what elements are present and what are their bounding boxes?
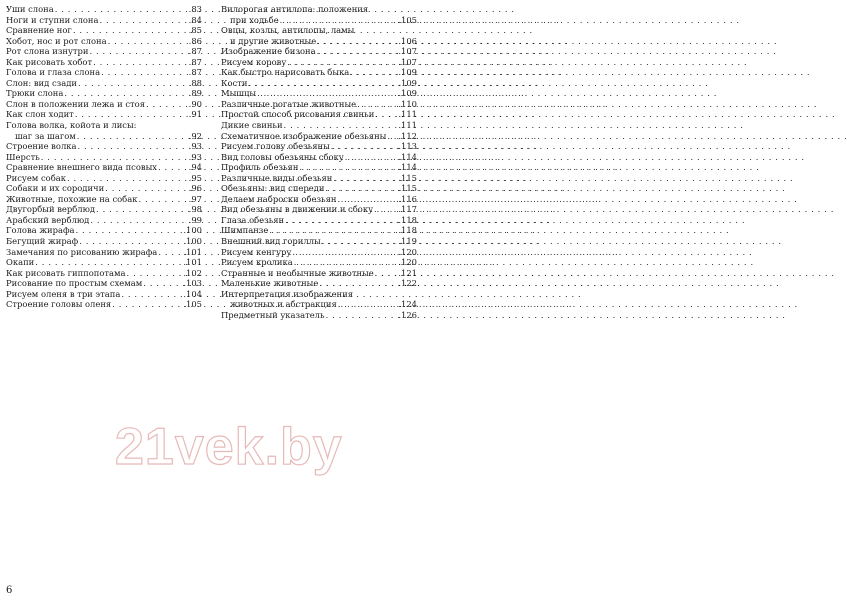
- toc-entry-page: .115: [398, 183, 417, 194]
- toc-entry: [6, 289, 202, 300]
- toc-entry-title: Сравнение внешнего вида псовых: [6, 162, 157, 173]
- toc-entry-title: Простой способ рисования свиньи: [221, 109, 375, 120]
- watermark-text: 21vek.by: [115, 418, 343, 476]
- toc-entry-page: .97: [188, 193, 202, 204]
- toc-entry: [221, 194, 417, 205]
- toc-entry: [221, 78, 417, 89]
- toc-entry-page: .87: [188, 46, 202, 57]
- dot-leader: [100, 15, 188, 26]
- toc-entry: [221, 152, 417, 163]
- toc-column-right: [221, 4, 417, 320]
- toc-entry-page: .95: [188, 172, 202, 183]
- toc-entry-title: Хобот, нос и рот слона: [6, 35, 107, 46]
- toc-entry: [221, 57, 417, 68]
- toc-entry-page: .91: [188, 109, 202, 120]
- dot-leader: [257, 88, 397, 99]
- toc-entry-page: .86: [188, 35, 202, 46]
- toc-entry-title: Трюки слона: [6, 88, 64, 99]
- toc-entry: [221, 67, 417, 78]
- toc-entry-title: Строение волка: [6, 141, 77, 152]
- toc-entry-title: Как рисовать гиппопотама: [6, 267, 126, 278]
- toc-entry: [221, 215, 417, 226]
- dot-leader: [64, 88, 187, 99]
- toc-entry-page: .118: [398, 225, 417, 236]
- toc-entry-page: .100: [183, 236, 202, 247]
- toc-entry: [221, 204, 417, 215]
- toc-entry: [6, 78, 202, 89]
- dot-leader: [146, 99, 188, 110]
- toc-entry-title: Животные, похожие на собак: [6, 193, 138, 204]
- dot-leader: [325, 183, 397, 194]
- toc-entry-page: .116: [398, 193, 417, 204]
- toc-entry: [6, 257, 202, 268]
- toc-entry: [221, 88, 417, 99]
- toc-entry-page: .85: [188, 25, 202, 36]
- toc-entry-page: .92: [188, 130, 202, 141]
- toc-entry: [6, 141, 202, 152]
- toc-entry: [221, 99, 417, 110]
- dot-leader: [375, 268, 398, 279]
- toc-entry-title: Уши слона: [6, 4, 54, 14]
- toc-entry: [221, 36, 417, 47]
- toc-entry: [6, 204, 202, 215]
- dot-leader: [280, 15, 398, 26]
- dot-leader: [387, 131, 397, 142]
- dot-leader: [75, 109, 188, 120]
- watermark-logo: [115, 418, 343, 476]
- toc-entry: [6, 131, 202, 142]
- toc-entry-title: Схематичное изображение обезьяны: [221, 130, 387, 141]
- toc-entry: [221, 278, 417, 289]
- toc-entry-page: .87: [188, 56, 202, 67]
- toc-entry-page: .107: [398, 46, 417, 57]
- toc-entry-title: Различные виды обезьян: [221, 172, 333, 183]
- dot-leader: [78, 78, 188, 89]
- toc-entry-page: .105: [398, 14, 417, 25]
- toc-entry-page: .107: [398, 56, 417, 67]
- toc-entry: [221, 257, 417, 268]
- dot-leader: [357, 99, 397, 110]
- toc-entry-title: Как слон ходит: [6, 109, 74, 120]
- toc-entry-page: .99: [188, 214, 202, 225]
- toc-entry: [6, 57, 202, 68]
- toc-entry-title: Рисуем оленя в три этапа: [6, 288, 121, 299]
- dot-leader: [93, 57, 188, 68]
- toc-entry-title: Голова и глаза слона: [6, 67, 101, 78]
- dot-leader: [143, 278, 182, 289]
- dot-leader: [127, 268, 183, 279]
- toc-entry-title: Собаки и их сородичи: [6, 183, 105, 194]
- toc-entry-title: Бегущий жираф: [6, 236, 79, 247]
- dot-leader: [331, 141, 398, 152]
- toc-entry: [6, 109, 202, 120]
- toc-entry-page: .93: [188, 151, 202, 162]
- toc-entry-page: .83: [188, 4, 202, 14]
- dot-leader: [317, 46, 398, 57]
- toc-entry-page: .87: [188, 67, 202, 78]
- dot-leader: [55, 4, 188, 15]
- toc-entry-page: .109: [398, 77, 417, 88]
- toc-entry-title: Рисуем собак: [6, 172, 66, 183]
- toc-entry: [6, 36, 202, 47]
- toc-entry-title: Странные и необычные животные: [221, 267, 374, 278]
- toc-entry-title: Рисуем кенгуру: [221, 246, 292, 257]
- toc-entry: [221, 310, 417, 321]
- toc-column-left: [6, 4, 202, 310]
- toc-entry: [221, 268, 417, 279]
- toc-entry-title: Окапи: [6, 257, 35, 268]
- toc-entry: [221, 225, 417, 236]
- toc-entry: [6, 268, 202, 279]
- toc-entry-title: Рот слона изнутри: [6, 46, 89, 57]
- toc-entry-page: .126: [398, 309, 417, 320]
- toc-entry: [221, 46, 417, 57]
- toc-entry-title: Ноги и ступни слона: [6, 14, 99, 25]
- toc-entry: [6, 247, 202, 258]
- dot-leader: [121, 289, 182, 300]
- toc-entry-page: .104: [183, 288, 202, 299]
- dot-leader: [112, 299, 182, 310]
- toc-entry-title: Сравнение ног: [6, 25, 72, 36]
- toc-entry-page: .111: [398, 109, 417, 120]
- toc-entry-title: шаг за шагом: [15, 130, 76, 141]
- toc-entry-title: Слон: вид сзади: [6, 77, 77, 88]
- dot-leader: [76, 225, 183, 236]
- toc-entry-title: Голова жирафа: [6, 225, 75, 236]
- toc-entry: [6, 4, 202, 15]
- toc-entry-page: .114: [398, 151, 417, 162]
- toc-entry: [221, 162, 417, 173]
- toc-entry-title: Рисуем голову обезьяны: [221, 141, 330, 152]
- dot-leader: [101, 67, 188, 78]
- toc-entry: [6, 99, 202, 110]
- toc-entry-lead: Интерпретация изображения: [221, 288, 353, 299]
- toc-entry: [6, 173, 202, 184]
- toc-entry-page: .88: [188, 77, 202, 88]
- toc-entry-lead: Голова волка, койота и лисы:: [6, 120, 137, 131]
- dot-leader: [326, 310, 398, 321]
- dot-leader: [284, 120, 398, 131]
- toc-entry-page: .112: [398, 130, 417, 141]
- dot-leader: [158, 247, 182, 258]
- dot-leader: [90, 46, 188, 57]
- toc-entry-title: Внешний вид гориллы: [221, 236, 321, 247]
- dot-leader: [285, 215, 397, 226]
- dot-leader: [345, 152, 398, 163]
- toc-entry-title: Мышцы: [221, 88, 257, 99]
- toc-entry-page: .124: [398, 299, 417, 310]
- toc-entry: [6, 183, 202, 194]
- dot-leader: [90, 215, 187, 226]
- toc-entry-title: Кости: [221, 77, 248, 88]
- toc-entry-title: Арабский верблюд: [6, 214, 90, 225]
- toc-entry-title: Профиль обезьян: [221, 162, 299, 173]
- toc-entry-title: Двугорбый верблюд: [6, 204, 96, 215]
- dot-leader: [248, 78, 397, 89]
- toc-entry-page: .96: [188, 183, 202, 194]
- dot-leader: [319, 278, 397, 289]
- dot-leader: [79, 236, 182, 247]
- dot-leader: [78, 141, 188, 152]
- toc-entry: [221, 141, 417, 152]
- toc-entry-page: .115: [398, 172, 417, 183]
- dot-leader: [338, 299, 398, 310]
- toc-entry: [6, 162, 202, 173]
- dot-leader: [73, 25, 188, 36]
- dot-leader: [158, 162, 188, 173]
- toc-entry-page: .98: [188, 204, 202, 215]
- dot-leader: [292, 247, 397, 258]
- dot-leader: [77, 131, 188, 142]
- toc-entry-title: Замечания по рисованию жирафа: [6, 246, 158, 257]
- toc-entry-page: .120: [398, 246, 417, 257]
- toc-entry: [6, 225, 202, 236]
- toc-entry: [221, 299, 417, 310]
- toc-entry-page: .106: [398, 35, 417, 46]
- dot-leader: [41, 152, 188, 163]
- toc-entry-page: .93: [188, 141, 202, 152]
- toc-entry-title: Различные рогатые животные: [221, 98, 357, 109]
- toc-entry-page: .94: [188, 162, 202, 173]
- toc-entry-page: .110: [398, 98, 417, 109]
- toc-entry: [6, 46, 202, 57]
- toc-entry: [6, 152, 202, 163]
- toc-entry: [6, 194, 202, 205]
- toc-entry: [6, 299, 202, 310]
- toc-entry: [6, 278, 202, 289]
- toc-entry: [6, 15, 202, 26]
- toc-entry-title: Шимпанзе: [221, 225, 269, 236]
- dot-leader: [317, 36, 397, 47]
- toc-entry: [6, 25, 202, 36]
- toc-entry-page: .111: [398, 120, 417, 131]
- toc-entry: [221, 131, 417, 142]
- toc-entry: [221, 183, 417, 194]
- toc-entry-page: .90: [188, 98, 202, 109]
- toc-entry: [6, 215, 202, 226]
- dot-leader: [333, 173, 397, 184]
- toc-entry-title: Маленькие животные: [221, 278, 319, 289]
- toc-entry-page: .105: [183, 299, 202, 310]
- toc-entry-page: .113: [398, 141, 417, 152]
- toc-entry-title: и другие животные: [230, 35, 317, 46]
- toc-entry: [221, 15, 417, 26]
- toc-entry-page: .114: [398, 162, 417, 173]
- toc-entry-page: .100: [183, 225, 202, 236]
- dot-leader: [108, 36, 188, 47]
- dot-leader: [337, 194, 397, 205]
- toc-entry-title: Изображение бизона: [221, 46, 316, 57]
- dot-leader: [96, 204, 188, 215]
- toc-entry-page: .101: [183, 246, 202, 257]
- dot-leader: [287, 57, 397, 68]
- dot-leader: [350, 67, 397, 78]
- toc-entry-page: .102: [183, 267, 202, 278]
- toc-entry-title: Рисуем корову: [221, 56, 287, 67]
- dot-leader: [294, 257, 398, 268]
- dot-leader: [374, 204, 397, 215]
- toc-entry-page: .118: [398, 214, 417, 225]
- toc-entry-page: .117: [398, 204, 417, 215]
- toc-entry: [6, 236, 202, 247]
- toc-entry-page: .109: [398, 67, 417, 78]
- dot-leader: [269, 225, 397, 236]
- toc-entry-page: .84: [188, 14, 202, 25]
- toc-entry-page: .89: [188, 88, 202, 99]
- toc-entry: [221, 109, 417, 120]
- toc-entry-title: Делаем наброски обезьян: [221, 193, 337, 204]
- toc-entry-lead: Овцы, козлы, антилопы, ламы: [221, 25, 355, 36]
- toc-entry-page: .101: [183, 257, 202, 268]
- toc-entry: [6, 67, 202, 78]
- toc-entry-title: Обезьяны: вид спереди: [221, 183, 325, 194]
- toc-entry: [221, 236, 417, 247]
- toc-entry-title: животных и абстракция: [230, 299, 337, 310]
- toc-entry: [221, 173, 417, 184]
- toc-entry-title: Строение головы оленя: [6, 299, 112, 310]
- dot-leader: [67, 173, 188, 184]
- toc-entry-page: .103: [183, 278, 202, 289]
- toc-entry-page: .121: [398, 267, 417, 278]
- dot-leader: [138, 194, 187, 205]
- toc-entry: [221, 247, 417, 258]
- page-number: 6: [6, 585, 13, 596]
- toc-entry-title: Рисование по простым схемам: [6, 278, 143, 289]
- toc-entry-title: при ходьбе: [230, 14, 279, 25]
- toc-entry-title: Как быстро нарисовать быка: [221, 67, 350, 78]
- toc-entry-title: Дикие свиньи: [221, 120, 283, 131]
- toc-entry-title: Рисуем кролика: [221, 257, 293, 268]
- toc-entry-page: .119: [398, 236, 417, 247]
- toc-entry-title: Глаза обезьян: [221, 214, 285, 225]
- dot-leader: [35, 257, 182, 268]
- toc-entry-title: Шерсть: [6, 151, 40, 162]
- toc-entry-title: Как рисовать хобот: [6, 56, 93, 67]
- toc-entry-lead: Вилорогая антилопа: положения: [221, 4, 369, 14]
- toc-entry: [6, 88, 202, 99]
- toc-entry-page: .120: [398, 257, 417, 268]
- toc-entry-title: Слон в положении лежа и стоя: [6, 98, 145, 109]
- dot-leader: [105, 183, 188, 194]
- toc-entry-title: Предметный указатель: [221, 309, 325, 320]
- toc-entry-title: Вид головы обезьяны сбоку: [221, 151, 344, 162]
- toc-entry: [221, 120, 417, 131]
- dot-leader: [322, 236, 398, 247]
- toc-entry-page: .109: [398, 88, 417, 99]
- dot-leader: [299, 162, 397, 173]
- toc-entry-title: Вид обезьяны в движении и сбоку: [221, 204, 373, 215]
- toc-entry-page: .122: [398, 278, 417, 289]
- dot-leader: [375, 109, 397, 120]
